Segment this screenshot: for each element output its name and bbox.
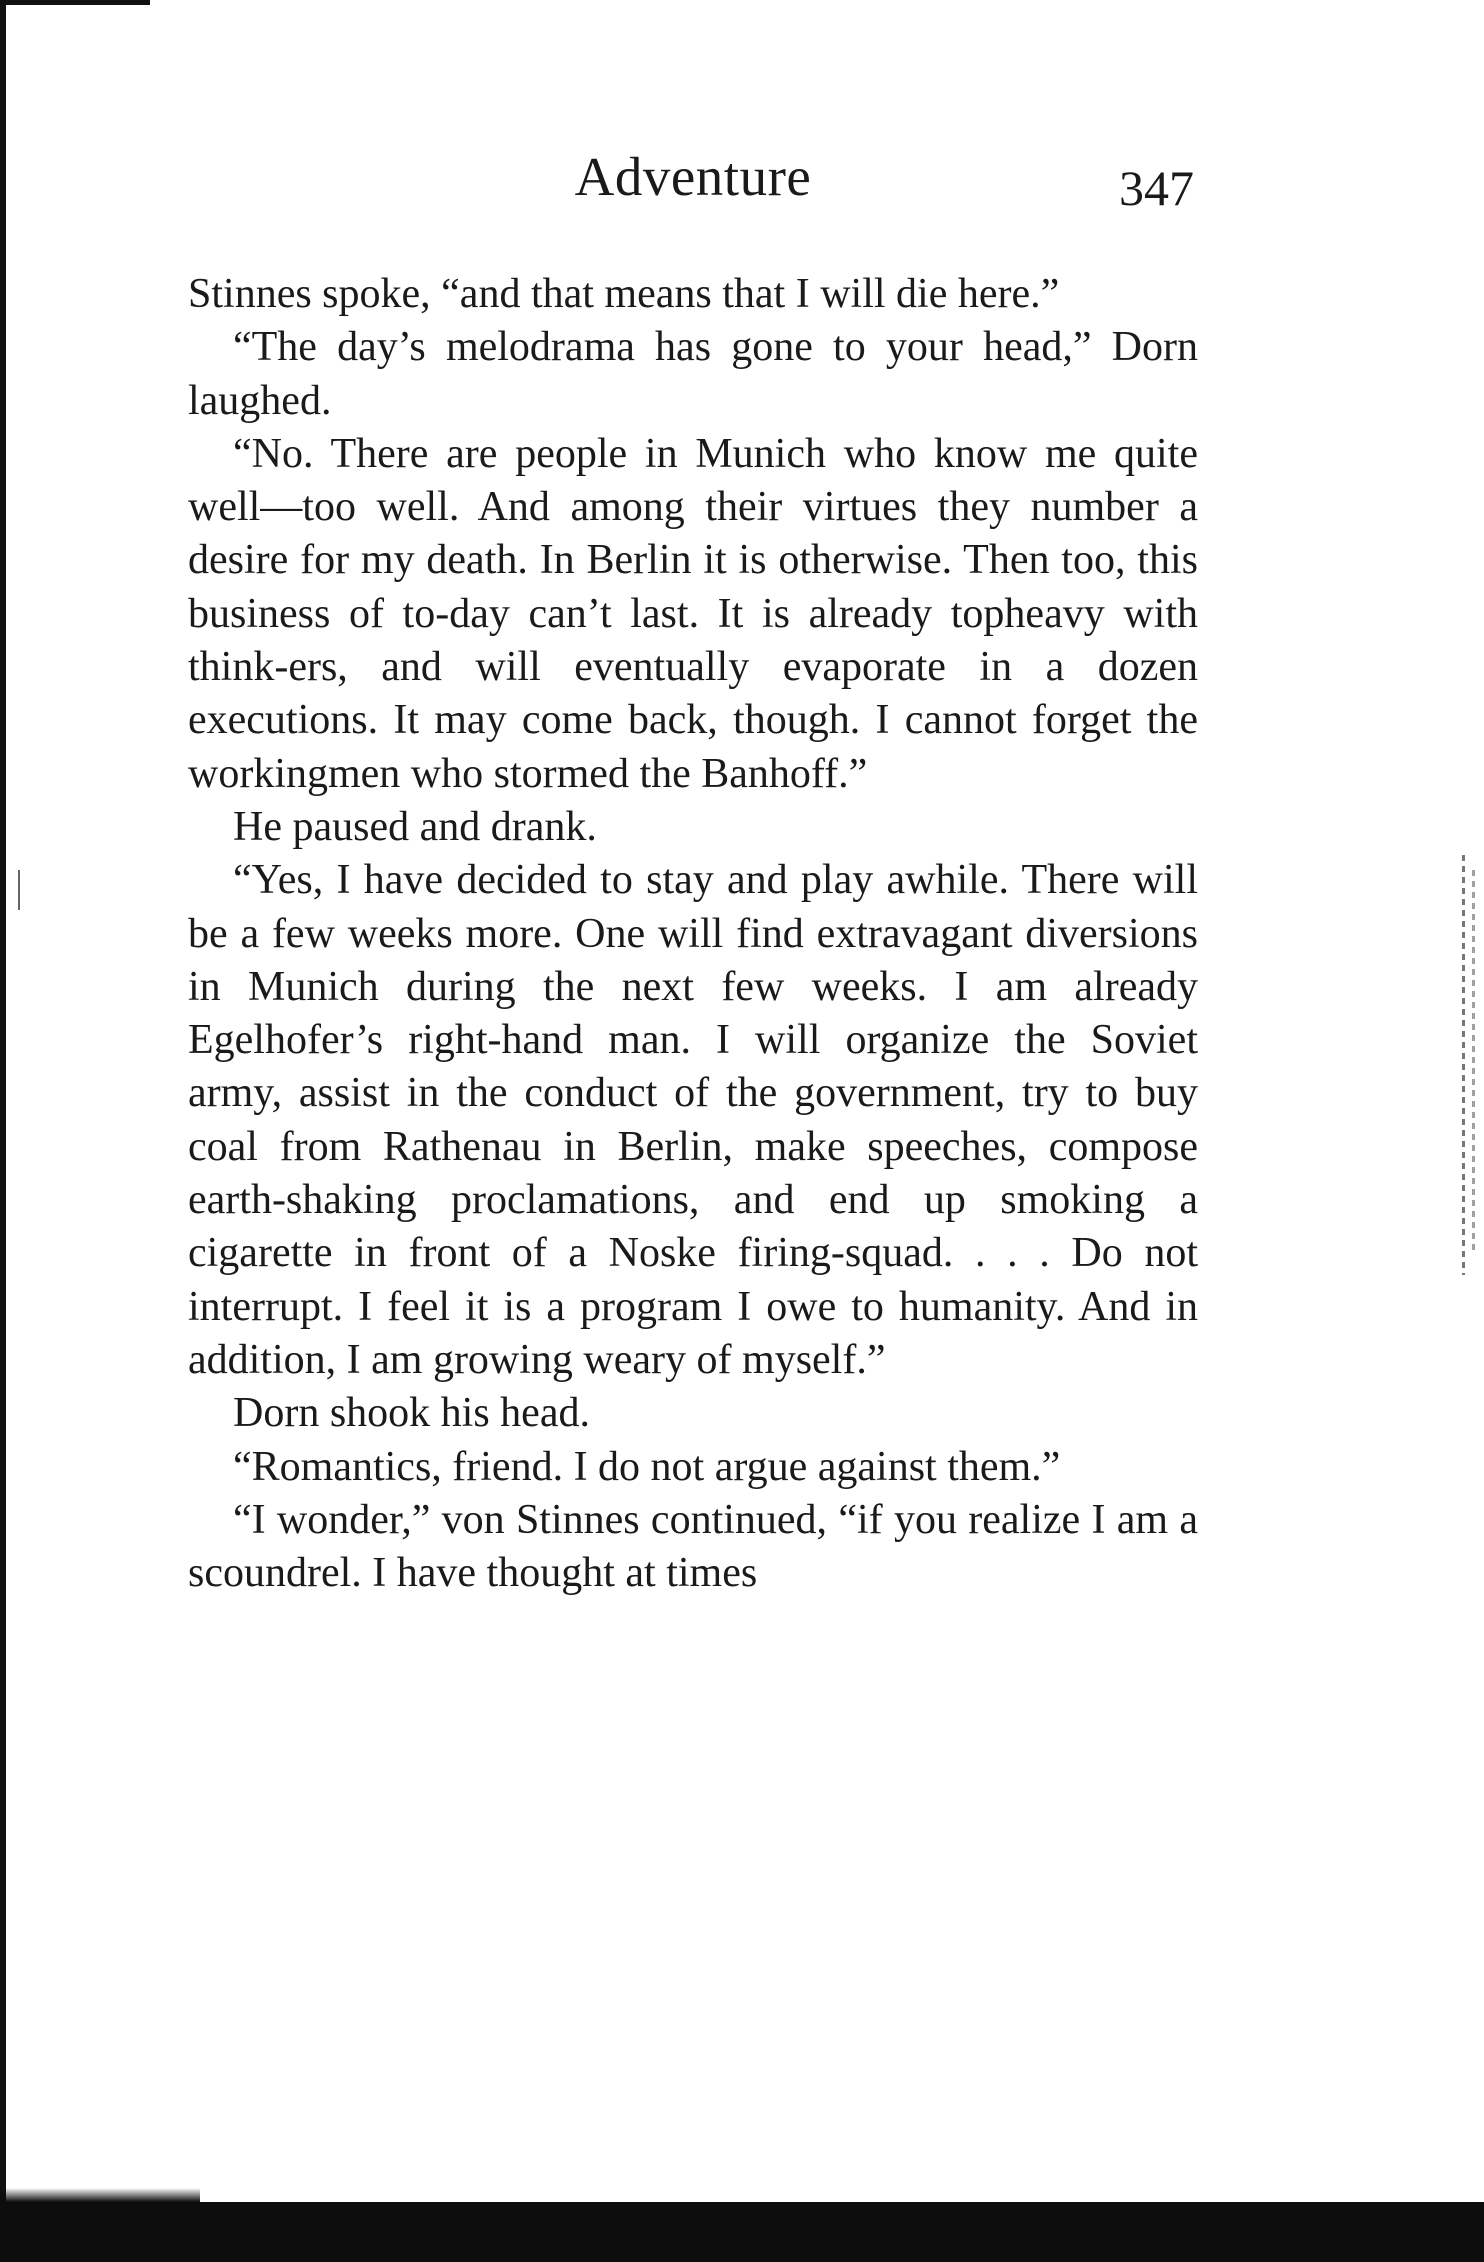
body-text xyxy=(188,268,1198,1600)
paragraph: “The day’s melodrama has gone to your head,” Dorn laughed. xyxy=(188,324,1198,424)
page-number: 347 xyxy=(1119,160,1194,216)
scan-shadow xyxy=(0,2188,200,2202)
page-header xyxy=(188,135,1198,225)
bleed-through-mark xyxy=(18,870,20,910)
paragraph: “Romantics, friend. I do not argue against them.” xyxy=(233,1443,1061,1490)
scan-corner-top xyxy=(0,0,150,5)
bleed-through-mark xyxy=(1462,855,1465,1275)
paragraph: Stinnes spoke, “and that means that I will die here.” xyxy=(188,271,1060,317)
scan-edge-left xyxy=(0,0,6,2262)
paragraph: He paused and drank. xyxy=(233,803,597,850)
paragraph: “I wonder,” von Stinnes continued, “if you realize I am a scoundrel. I have thought at times xyxy=(188,1496,1198,1597)
paragraph: Dorn shook his head. xyxy=(233,1390,590,1437)
running-title: Adventure xyxy=(574,146,812,207)
scan-bottom-band xyxy=(0,2202,1484,2262)
bleed-through-mark xyxy=(1472,870,1475,1250)
paragraph: “No. There are people in Munich who know me quite well—too well. And among their virtues they number a desire for my death. In Berlin it is otherwise. Then too, this business of to-day can’t last. It is already topheavy with think-ers, and will eventually evaporate in a dozen executions. It may come back, though. I cannot forget the workingmen who stormed the Banhoff.” xyxy=(188,430,1198,797)
paragraph: “Yes, I have decided to stay and play awhile. There will be a few weeks more. One will find extravagant diversions in Munich during the next few weeks. I am already Egelhofer’s right-hand man. I will organize the Soviet army, assist in the conduct of the government, try to buy coal from Rathenau in Berlin, make speeches, compose earth-shaking proclamations, and end up smoking a cigarette in front of a Noske firing-squad. . . . Do not interrupt. I feel it is a program I owe to humanity. And in addition, I am growing weary of myself.” xyxy=(188,857,1198,1383)
